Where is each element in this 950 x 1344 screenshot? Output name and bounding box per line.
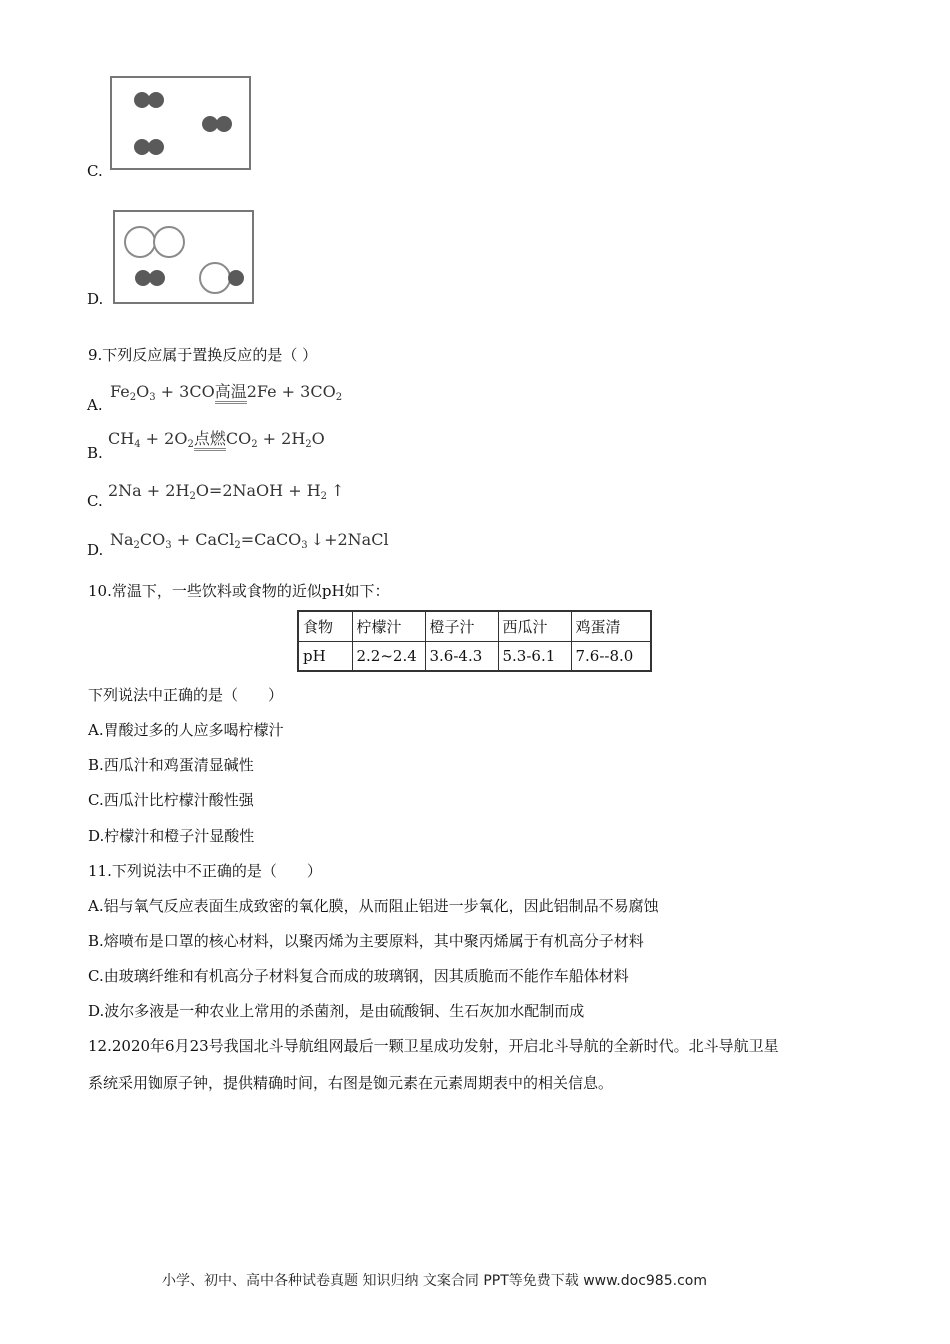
atom [228, 270, 244, 286]
q9-equation-b: $CH_4 + 2O_2$点燃$CO_2 + 2H_2O$ [108, 429, 325, 450]
atom [153, 226, 185, 258]
molecule-diagram-d [113, 210, 254, 304]
q11-option-a: A.铝与氧气反应表面生成致密的氧化膜，从而阻止铝进一步氧化，因此铝制品不易腐蚀 [88, 897, 659, 915]
table-cell: 2.2~2.4 [352, 641, 425, 671]
table-cell: 7.6--8.0 [571, 641, 651, 671]
atom [216, 116, 232, 132]
q10-stem: 10.常温下，一些饮料或食物的近似pH如下： [88, 582, 390, 600]
q9-option-c-label: C. [87, 492, 103, 510]
q10-option-b: B.西瓜汁和鸡蛋清显碱性 [88, 756, 254, 774]
atom [148, 92, 164, 108]
table-cell: 5.3-6.1 [498, 641, 571, 671]
gas-arrow-icon: ↑ [331, 481, 345, 500]
q12-line-2: 系统采用铷原子钟，提供精确时间，右图是铷元素在元素周期表中的相关信息。 [88, 1074, 614, 1092]
q9-option-d-label: D. [87, 541, 104, 559]
table-cell: 3.6-4.3 [425, 641, 498, 671]
q10-question: 下列说法中正确的是（ ） [88, 686, 284, 704]
q10-option-d: D.柠檬汁和橙子汁显酸性 [88, 827, 255, 845]
q9-equation-d: $Na_2CO_3$ + CaCl$_2$=CaCO$_3$ ↓+2NaCl [110, 530, 389, 551]
option-c-label: C. [87, 162, 103, 180]
atom [149, 270, 165, 286]
q11-option-d: D.波尔多液是一种农业上常用的杀菌剂，是由硫酸铜、生石灰加水配制而成 [88, 1002, 585, 1020]
table-cell: 鸡蛋清 [571, 611, 651, 641]
q9-equation-c: $2Na + 2H_2O=2NaOH + H_2$ ↑ [108, 481, 345, 502]
q10-option-c: C.西瓜汁比柠檬汁酸性强 [88, 791, 254, 809]
table-cell: 西瓜汁 [498, 611, 571, 641]
table-cell: 柠檬汁 [352, 611, 425, 641]
q9-stem: 9.下列反应属于置换反应的是（ ） [88, 346, 318, 364]
table-cell: 食物 [298, 611, 352, 641]
atom [148, 139, 164, 155]
table-cell: pH [298, 641, 352, 671]
q9-option-b-label: B. [87, 444, 103, 462]
table-cell: 橙子汁 [425, 611, 498, 641]
q12-line-1: 12.2020年6月23号我国北斗导航组网最后一颗卫星成功发射，开启北斗导航的全新时代。北斗导航卫星 [88, 1037, 779, 1055]
q9-equation-a: $Fe_2O_3 + 3CO$高温$2Fe + 3CO_2$ [110, 382, 343, 403]
atom [199, 262, 231, 294]
atom [124, 226, 156, 258]
q11-stem: 11.下列说法中不正确的是（ ） [88, 862, 322, 880]
table-row [298, 641, 651, 671]
q10-option-a: A.胃酸过多的人应多喝柠檬汁 [88, 721, 284, 739]
table-row [298, 611, 651, 641]
q9-option-a-label: A. [87, 396, 103, 414]
ph-table [297, 610, 652, 672]
molecule-diagram-c [110, 76, 251, 170]
precipitate-arrow-icon: ↓ [310, 530, 325, 549]
q11-option-c: C.由玻璃纤维和有机高分子材料复合而成的玻璃钢，因其质脆而不能作车船体材料 [88, 967, 629, 985]
q11-option-b: B.熔喷布是口罩的核心材料，以聚丙烯为主要原料，其中聚丙烯属于有机高分子材料 [88, 932, 644, 950]
option-d-label: D. [87, 290, 104, 308]
page-footer: 小学、初中、高中各种试卷真题 知识归纳 文案合同 PPT等免费下载 www.doc985.com [162, 1273, 707, 1289]
